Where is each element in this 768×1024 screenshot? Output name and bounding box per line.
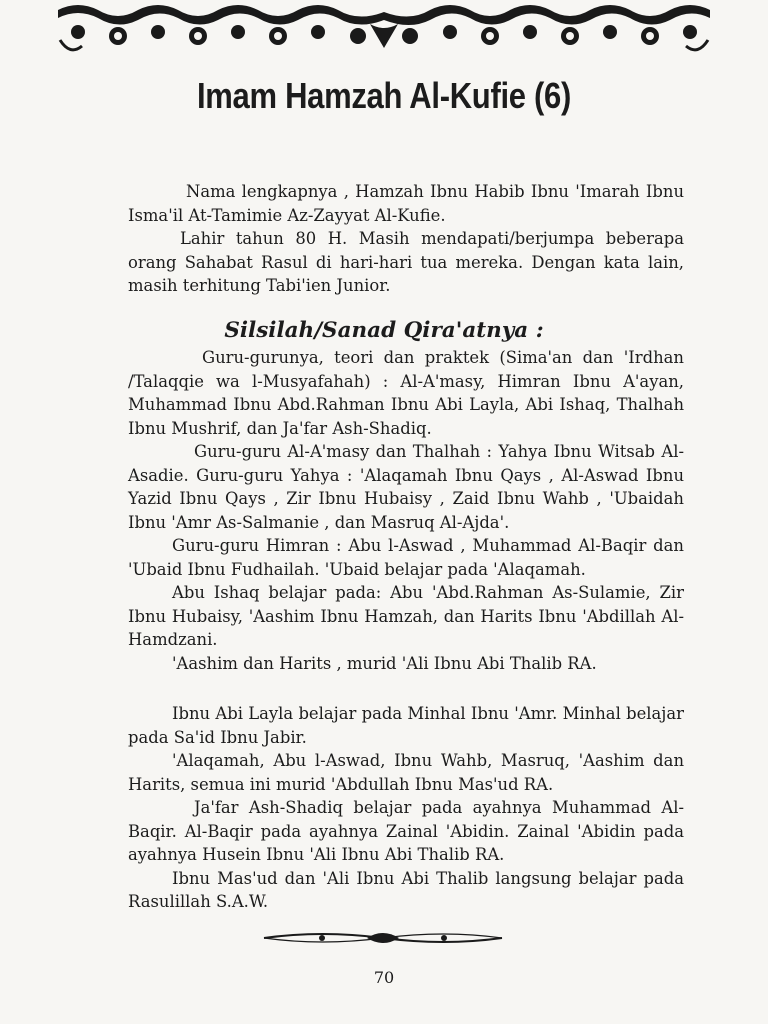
paragraph: Guru-gurunya, teori dan praktek (Sima'an dan 'Irdhan /Talaqqie wa l-Musyafahah) : Al-A'masy, Himran Ibnu A'ayan, Muhammad Ibnu Abd.Rahman Ibnu Abi Layla, Abi Ishaq, Thalhah Ibnu Mushrif, dan Ja'far Ash-Shadiq.: [128, 348, 684, 438]
paragraph: Ibnu Mas'ud dan 'Ali Ibnu Abi Thalib langsung belajar pada Rasulillah S.A.W.: [128, 868, 684, 911]
page-number: 70: [373, 968, 395, 987]
sanad-section: [128, 346, 684, 675]
paragraph: Nama lengkapnya , Hamzah Ibnu Habib Ibnu 'Imarah Ibnu Isma'il At-Tamimie Az-Zayyat Al-Kufie.: [128, 182, 684, 225]
paragraph: Guru-guru Al-A'masy dan Thalhah : Yahya Ibnu Witsab Al-Asadie. Guru-guru Yahya : 'Alaqamah Ibnu Qays , Al-Aswad Ibnu Yazid Ibnu Qays , Zir Ibnu Hubaisy , Zaid Ibnu Wahb , 'Ubaidah Ibnu 'Amr As-Salmanie , dan Masruq Al-Ajda'.: [128, 442, 684, 532]
bottom-ornament-divider: [262, 928, 504, 948]
top-ornament-border: [58, 0, 710, 62]
paragraph: Guru-guru Himran : Abu l-Aswad , Muhammad Al-Baqir dan 'Ubaid Ibnu Fudhailah. 'Ubaid belajar pada 'Alaqamah.: [128, 536, 684, 579]
chapter-title: Imam Hamzah Al-Kufie (6): [196, 74, 572, 117]
intro-section: [128, 180, 684, 298]
paragraph: Abu Ishaq belajar pada: Abu 'Abd.Rahman As-Sulamie, Zir Ibnu Hubaisy, 'Aashim Ibnu Hamzah, dan Harits Ibnu 'Abdillah Al-Hamdzani.: [128, 583, 684, 649]
paragraph: Lahir tahun 80 H. Masih mendapati/berjumpa beberapa orang Sahabat Rasul di hari-hari tua mereka. Dengan kata lain, masih terhitung Tabi'ien Junior.: [128, 229, 684, 295]
paragraph: 'Alaqamah, Abu l-Aswad, Ibnu Wahb, Masruq, 'Aashim dan Harits, semua ini murid 'Abdullah Ibnu Mas'ud RA.: [128, 751, 684, 794]
sanad-continued-section: [128, 702, 684, 914]
paragraph: Ibnu Abi Layla belajar pada Minhal Ibnu 'Amr. Minhal belajar pada Sa'id Ibnu Jabir.: [128, 704, 684, 747]
section-heading: Silsilah/Sanad Qira'atnya :: [224, 318, 544, 343]
paragraph: 'Aashim dan Harits , murid 'Ali Ibnu Abi Thalib RA.: [172, 653, 597, 673]
paragraph: Ja'far Ash-Shadiq belajar pada ayahnya Muhammad Al-Baqir. Al-Baqir pada ayahnya Zainal 'Abidin. Zainal 'Abidin pada ayahnya Husein Ibnu 'Ali Ibnu Abi Thalib RA.: [128, 798, 684, 864]
